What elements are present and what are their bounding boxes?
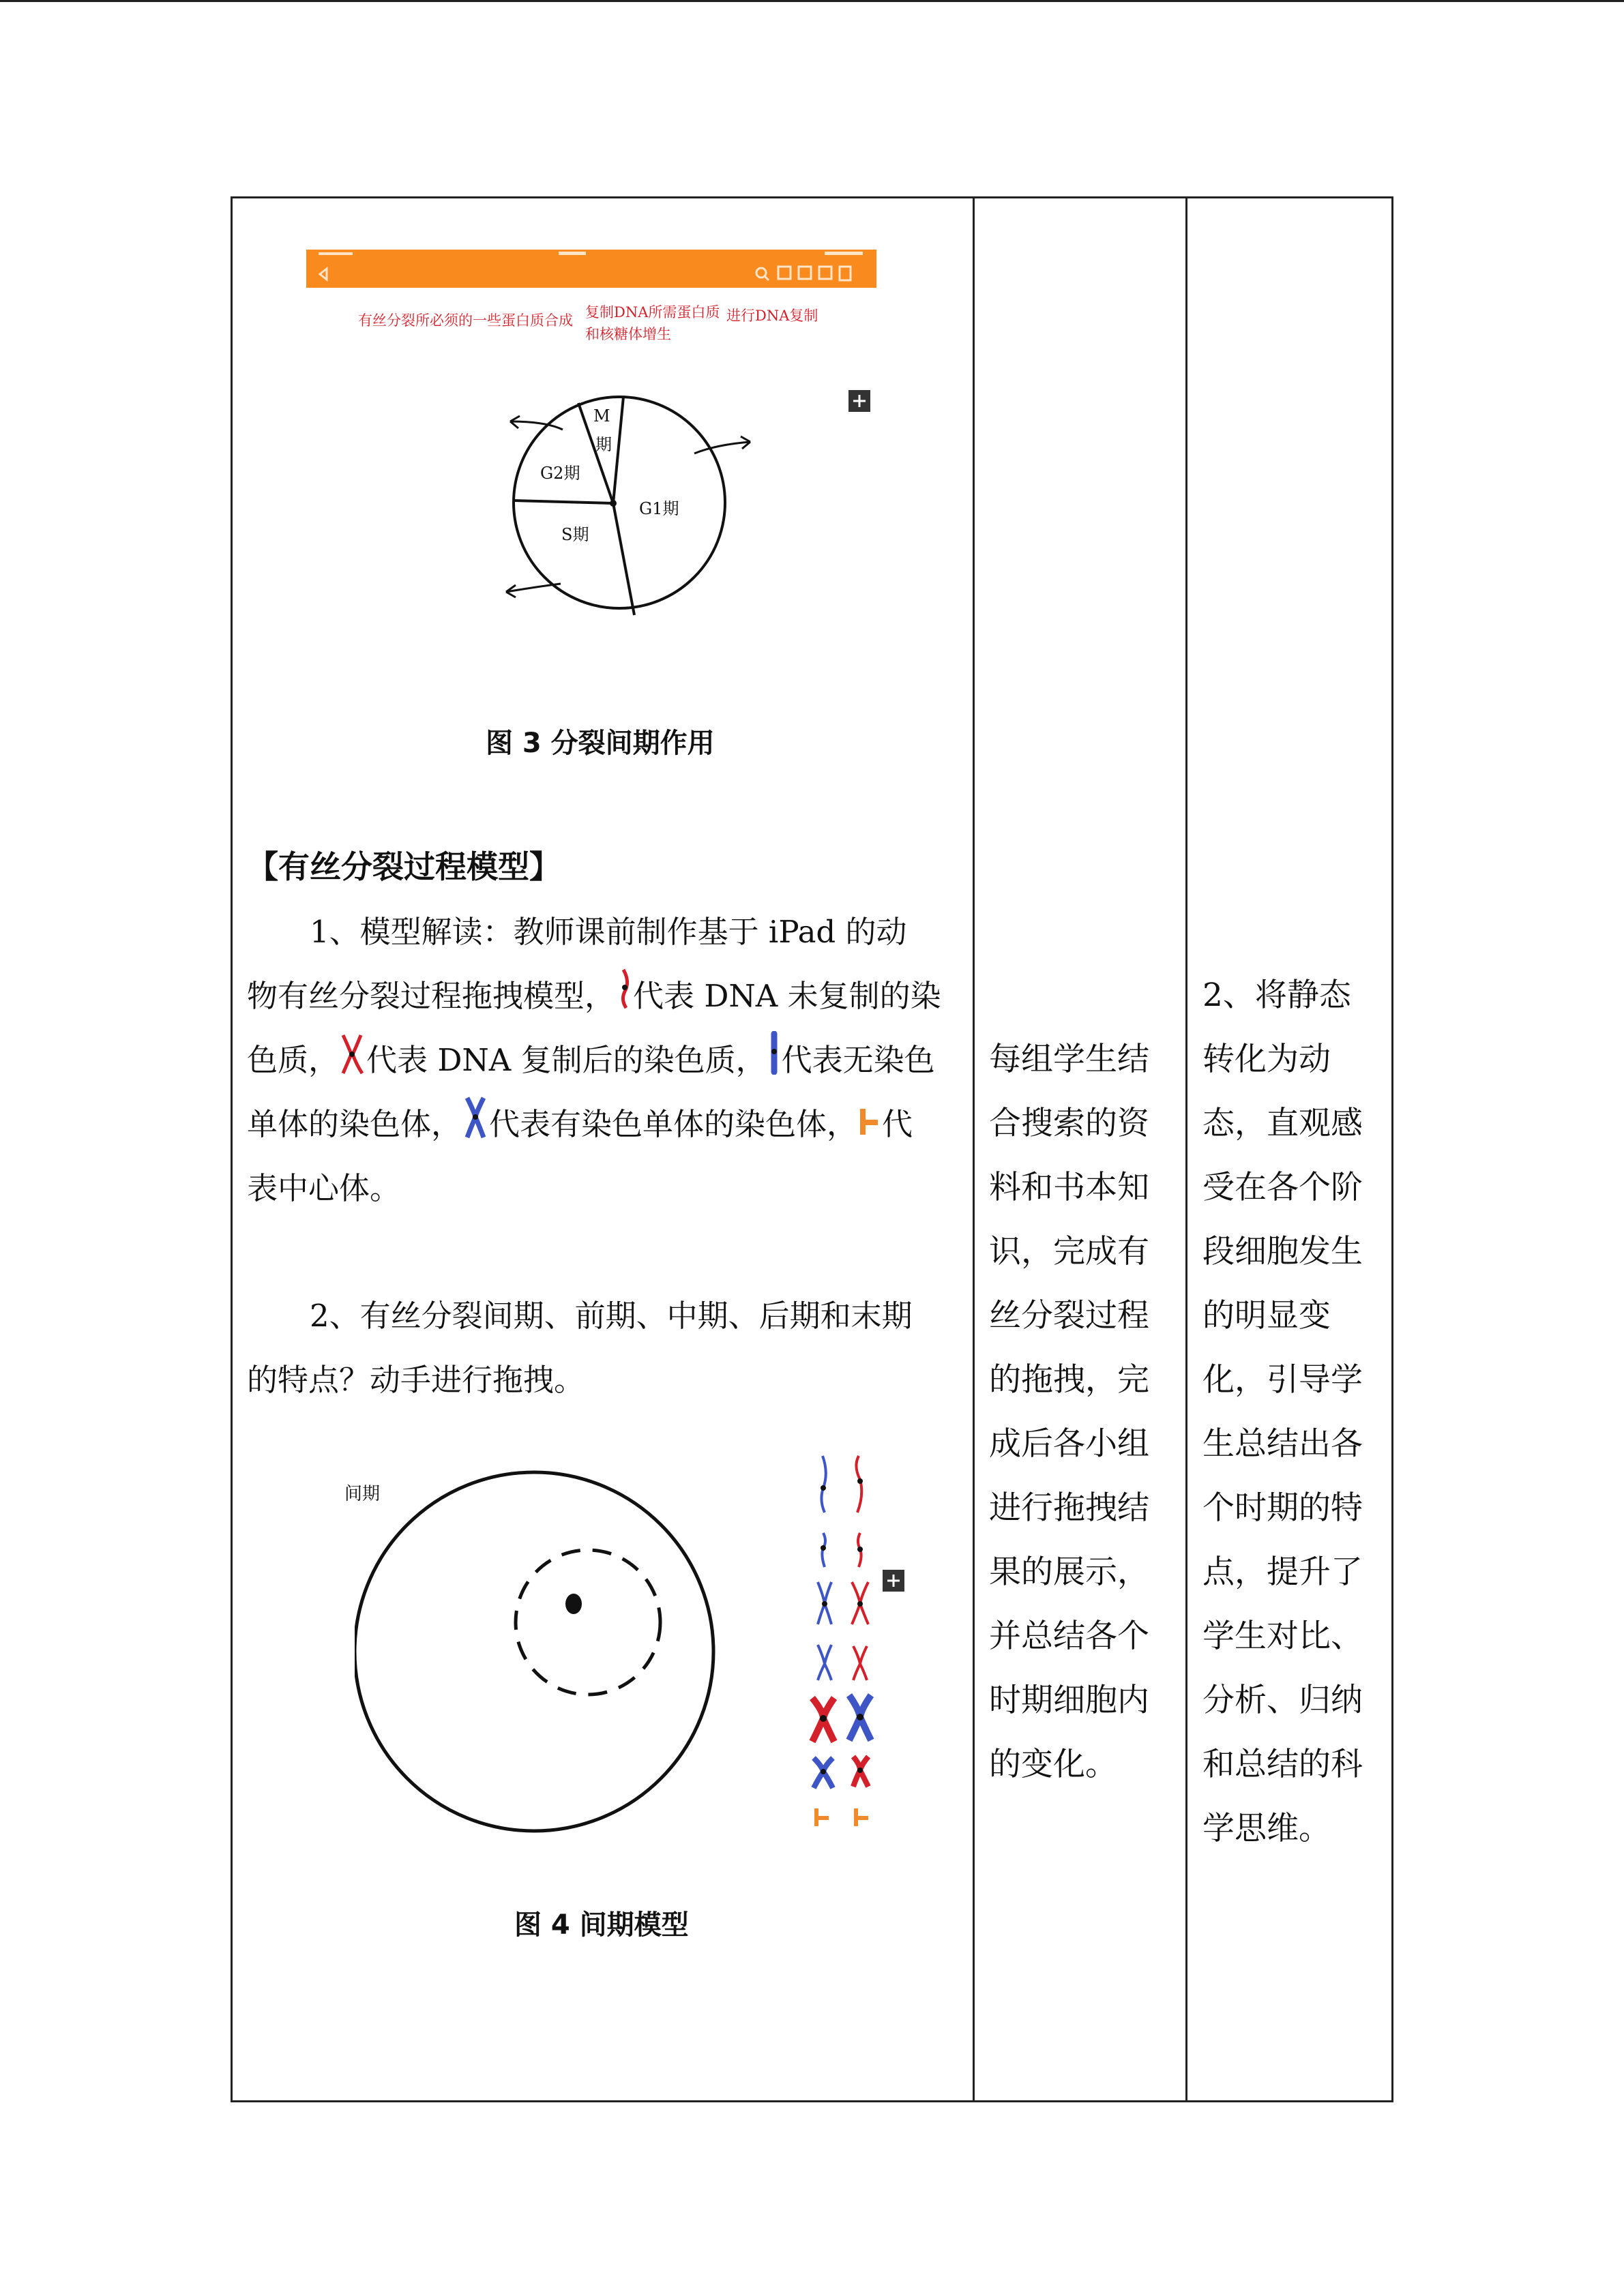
- table-divider-2: [1185, 196, 1187, 2102]
- search-icon-handle: [765, 276, 769, 280]
- sector-m-period: 期: [595, 435, 612, 454]
- add-icon[interactable]: [883, 1570, 904, 1592]
- page-top-border: [0, 0, 1624, 2]
- figure-3-caption: 图 3 分裂间期作用: [486, 728, 715, 759]
- arrow-icon: [506, 584, 561, 597]
- edit-icon: [819, 267, 831, 279]
- student-activity-text: 每组学生结 合搜索的资 料和书本知 识，完成有 丝分裂过程 的拖拽，完 成后各小组 进行拖拽结 果的展示， 并总结各个 时期细胞内 的变化。: [989, 1041, 1149, 1783]
- cell-membrane: [355, 1472, 713, 1831]
- small-chromosome-pair: [814, 1757, 868, 1788]
- replicated-chromatin-icon: [339, 1031, 366, 1075]
- status-bar-battery: [825, 252, 863, 255]
- sector-g1: G1期: [639, 499, 679, 518]
- annotation-protein: 有丝分裂所必须的一些蛋白质合成: [358, 312, 573, 329]
- nuclear-envelope: [516, 1550, 660, 1695]
- chromosome-with-chromatids-icon: [462, 1095, 489, 1139]
- search-icon: [756, 268, 766, 278]
- paragraph-drag-task: 2、有丝分裂间期、前期、中期、后期和末期 的特点？动手进行拖拽。: [247, 1298, 913, 1398]
- small-replicated-pair: [818, 1645, 867, 1680]
- paragraph-model-intro: 1、模型解读：教师课前制作基于 iPad 的动 物有丝分裂过程拖拽模型， 代表 DNA 未复制的染 色质， 代表 DNA 复制后的染色质， 代表无染色 单体的染色体， 代表有染色单体的染色体， 代 表中心体。: [247, 914, 941, 1206]
- image-icon: [799, 267, 811, 279]
- annotation-dna-replication: 进行DNA复制: [726, 308, 818, 324]
- figure-4-label: 间期: [344, 1484, 381, 1504]
- layers-icon: [778, 267, 791, 279]
- design-intent-text: 2、将静态 转化为动 态，直观感 受在各个阶 段细胞发生 的明显变 化，引导学 生总结出各 个时期的特 点，提升了 学生对比、 分析、归纳 和总结的科 学思维。: [1202, 976, 1363, 1847]
- nucleolus: [565, 1594, 582, 1614]
- unreplicated-chromatin-pair: [821, 1456, 863, 1512]
- table-divider-1: [973, 196, 975, 2102]
- section-heading: 【有丝分裂过程模型】: [247, 848, 561, 885]
- figure-3-screenshot: [306, 250, 876, 288]
- share-icon: [840, 267, 851, 280]
- figure-4-caption: 图 4 间期模型: [514, 1909, 689, 1941]
- replicated-chromatin-pair: [818, 1582, 868, 1624]
- sector-s: S期: [561, 525, 589, 544]
- unreplicated-chromatin-icon: [615, 967, 633, 1011]
- sector-m: M: [593, 406, 610, 426]
- short-chromatin-pair: [821, 1533, 863, 1567]
- status-bar-carrier: [319, 252, 353, 255]
- chromosome-with-chromatids-pair: [812, 1695, 871, 1742]
- back-icon: [320, 269, 327, 280]
- centrosome-icon: [857, 1105, 882, 1139]
- centrosome-pair: [816, 1808, 868, 1826]
- status-bar-time: [559, 252, 586, 255]
- chromosome-no-chromatid-icon: [767, 1031, 782, 1075]
- ipad-toolbar: [306, 250, 876, 288]
- sector-g2: G2期: [540, 464, 580, 483]
- cell-cycle-diagram: [498, 382, 771, 621]
- annotation-ribosome: 和核糖体增生: [585, 326, 671, 342]
- annotation-dna-protein: 复制DNA所需蛋白质: [585, 304, 720, 320]
- add-icon[interactable]: [848, 390, 870, 412]
- interphase-cell-diagram: [355, 1456, 723, 1858]
- draggable-parts-palette[interactable]: [801, 1452, 876, 1855]
